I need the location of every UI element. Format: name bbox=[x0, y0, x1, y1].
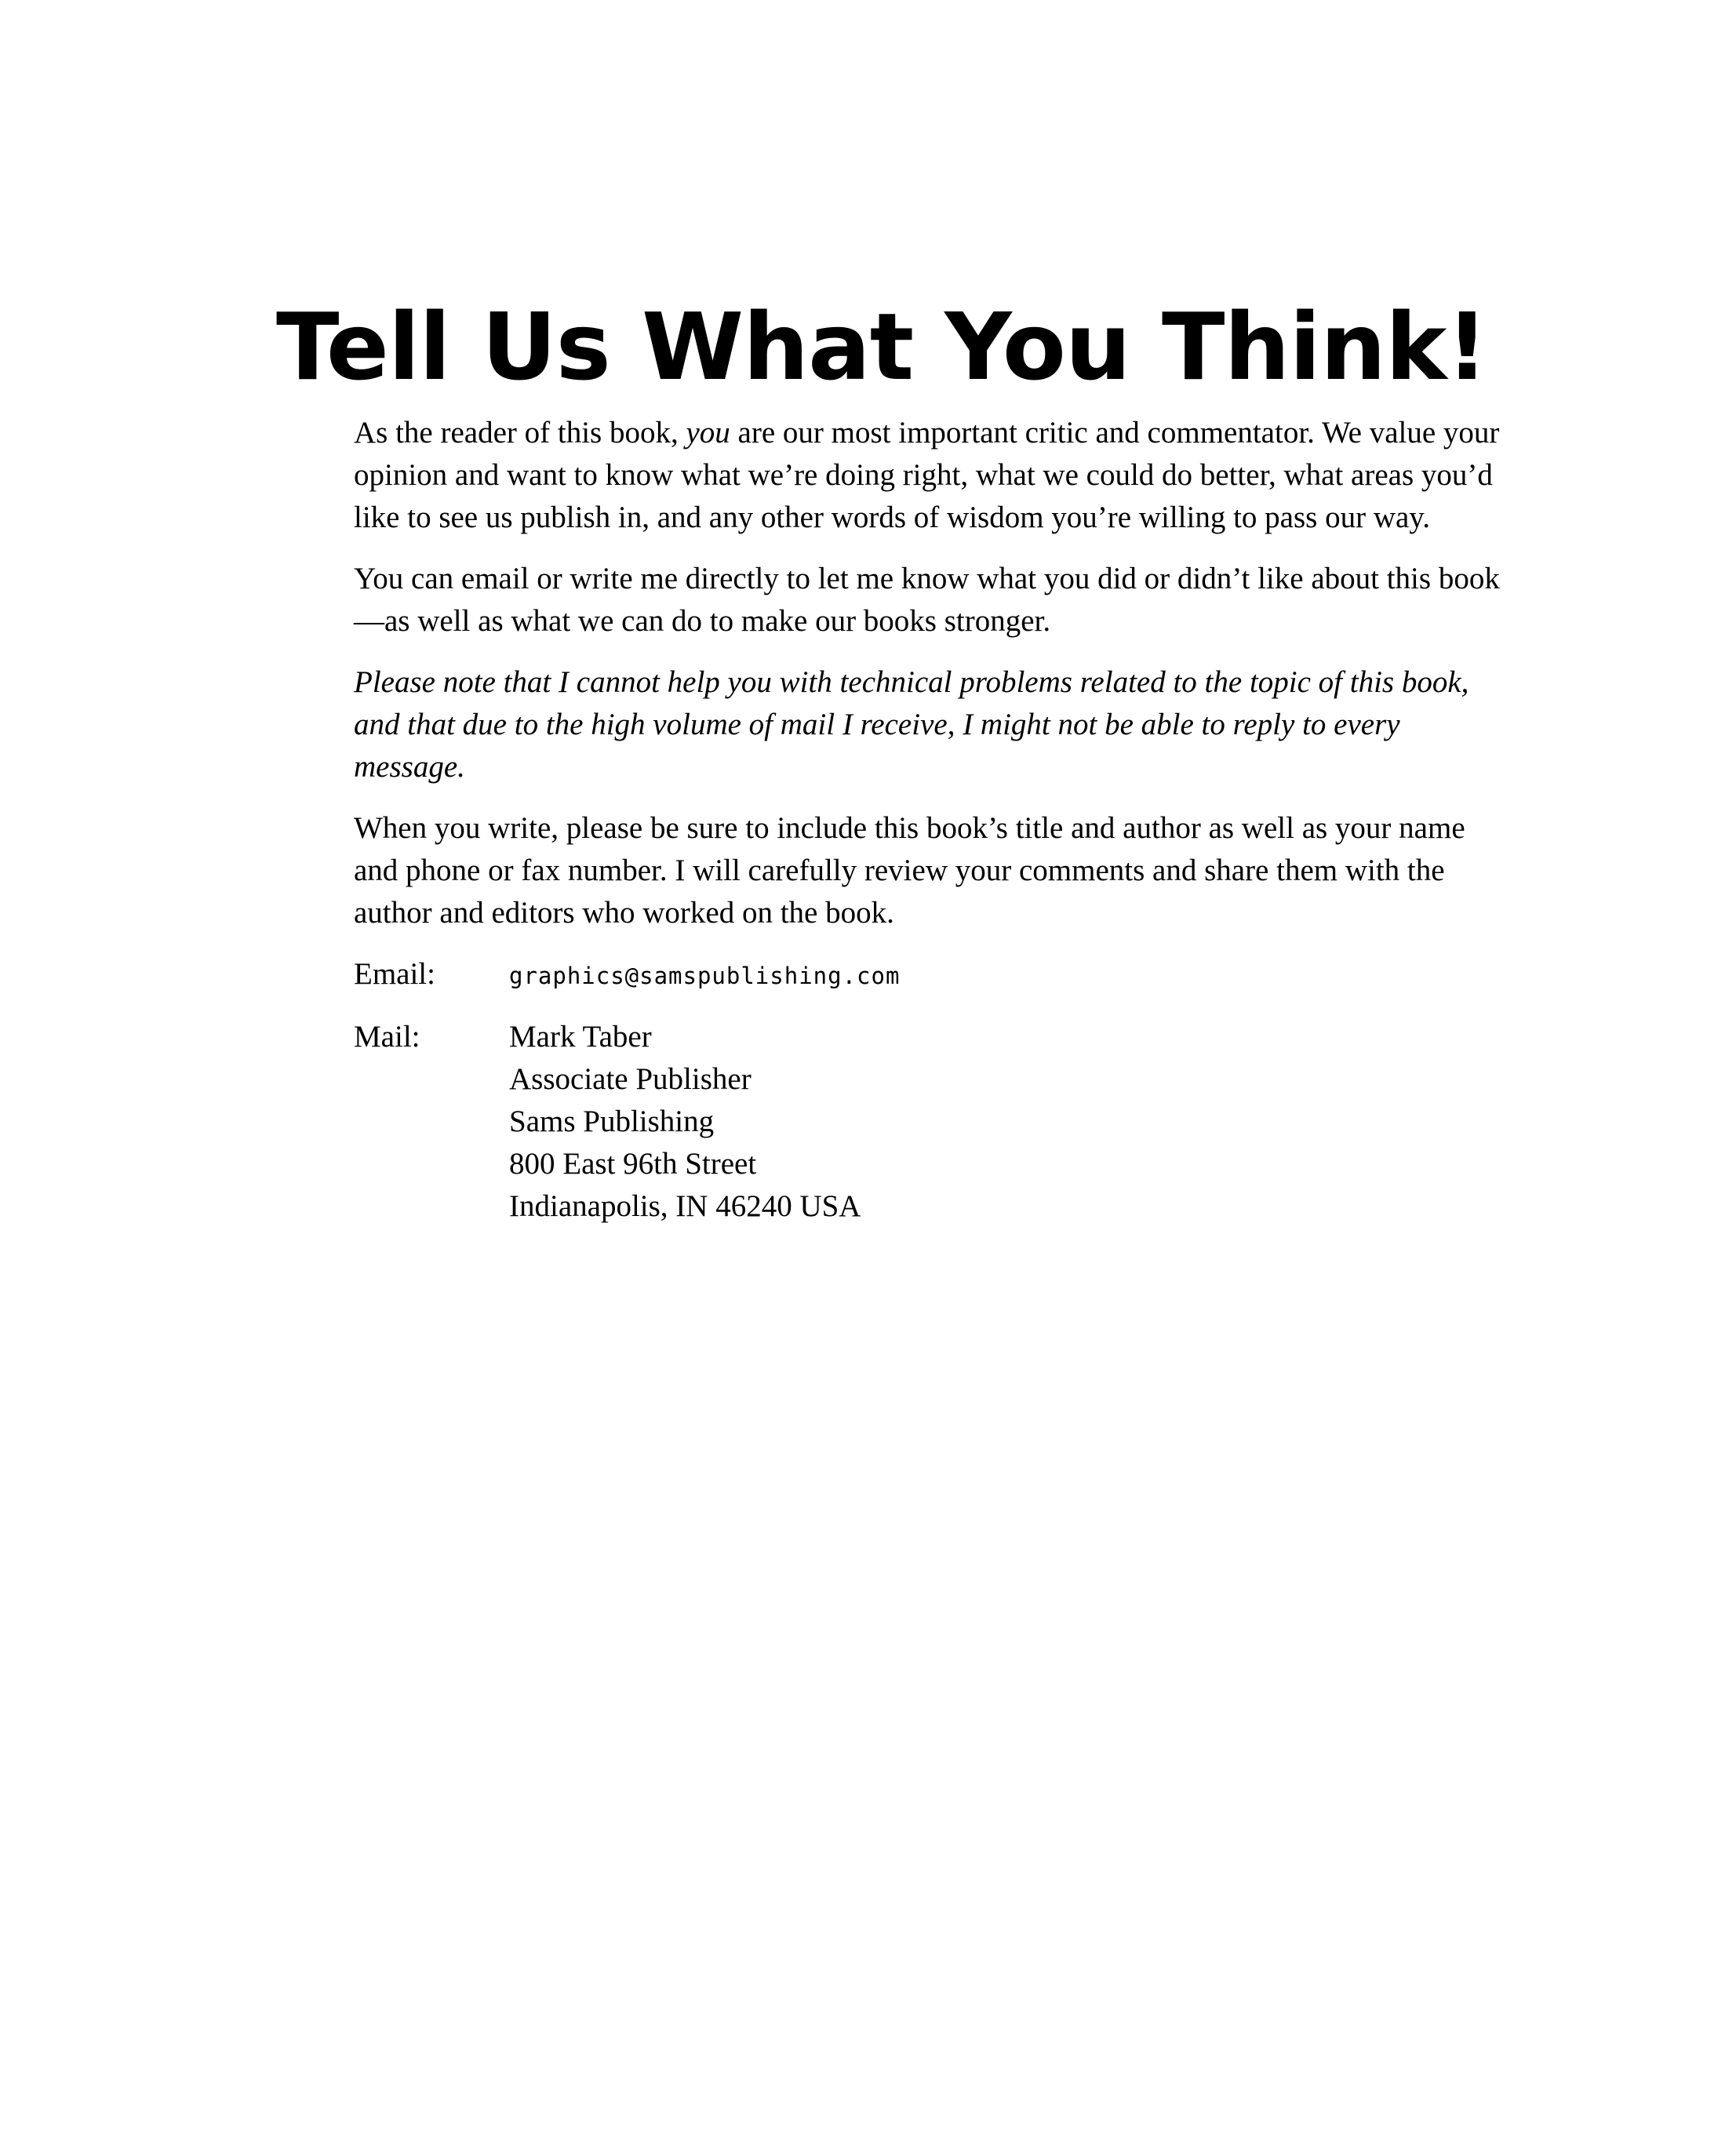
address-line-city: Indianapolis, IN 46240 USA bbox=[509, 1189, 861, 1223]
mail-label: Mail: bbox=[354, 1020, 420, 1054]
intro-emphasis: you bbox=[686, 416, 730, 450]
mail-row bbox=[354, 1016, 1515, 1228]
address-line-role: Associate Publisher bbox=[509, 1062, 752, 1096]
page-title: Tell Us What You Think! bbox=[276, 293, 1488, 401]
email-address-link[interactable]: graphics@samspublishing.com bbox=[509, 963, 901, 989]
intro-text-end: are our most important critic and commentator. We value your opinion and want to know what we’re doing right, what we could do better, what areas you’d like to see us publish in, and any other words of wisdom you’re willing to pass our way. bbox=[354, 416, 1500, 534]
address-line-street: 800 East 96th Street bbox=[509, 1147, 757, 1181]
email-row bbox=[354, 953, 1515, 997]
intro-paragraph bbox=[354, 412, 1515, 539]
address-line-company: Sams Publishing bbox=[509, 1105, 715, 1138]
contact-invite-paragraph: You can email or write me directly to let me know what you did or didn’t like about this book—as well as what we can do to make our books stronger. bbox=[354, 562, 1500, 638]
address-line-name: Mark Taber bbox=[509, 1020, 652, 1054]
instructions-paragraph: When you write, please be sure to include this book’s title and author as well as your name and phone or fax number. I will carefully review your comments and share them with the author and editors who worked on the book. bbox=[354, 811, 1465, 930]
body-text bbox=[354, 412, 1515, 1247]
intro-text-start: As the reader of this book, bbox=[354, 416, 686, 450]
mailing-address bbox=[509, 1016, 861, 1228]
disclaimer-paragraph: Please note that I cannot help you with technical problems related to the topic of this book, and that due to the high volume of mail I receive, I might not be able to reply to every message. bbox=[354, 665, 1469, 784]
email-label: Email: bbox=[354, 957, 435, 991]
